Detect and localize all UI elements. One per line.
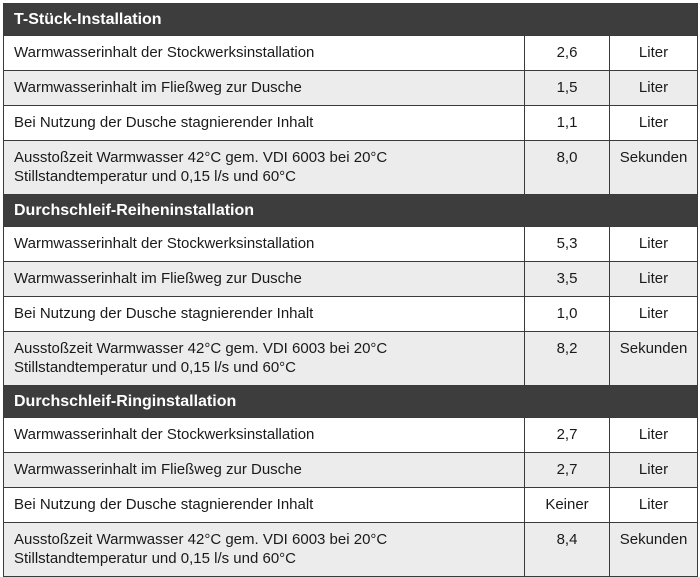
row-label: Warmwasserinhalt der Stockwerksinstallation <box>4 418 525 453</box>
row-unit: Liter <box>610 106 698 141</box>
section-header-ringinstallation <box>4 386 698 418</box>
row-unit: Liter <box>610 262 698 297</box>
table-row <box>4 523 698 577</box>
table-row <box>4 332 698 386</box>
row-value: Keiner <box>525 488 610 523</box>
row-unit: Sekunden <box>610 332 698 386</box>
row-value: 1,1 <box>525 106 610 141</box>
row-label: Bei Nutzung der Dusche stagnierender Inhalt <box>4 297 525 332</box>
row-label: Warmwasserinhalt der Stockwerksinstallation <box>4 36 525 71</box>
row-value: 2,7 <box>525 418 610 453</box>
row-value: 2,6 <box>525 36 610 71</box>
table-row <box>4 141 698 195</box>
row-unit: Liter <box>610 227 698 262</box>
row-label: Ausstoßzeit Warmwasser 42°C gem. VDI 6003 bei 20°C Stillstandtemperatur und 0,15 l/s und 60°C <box>4 141 525 195</box>
row-unit: Liter <box>610 36 698 71</box>
table-row <box>4 488 698 523</box>
row-label: Warmwasserinhalt im Fließweg zur Dusche <box>4 71 525 106</box>
section-title: T-Stück-Installation <box>4 4 698 36</box>
section-title: Durchschleif-Ringinstallation <box>4 386 698 418</box>
row-value: 8,4 <box>525 523 610 577</box>
row-label: Bei Nutzung der Dusche stagnierender Inhalt <box>4 488 525 523</box>
table-row <box>4 227 698 262</box>
row-label: Warmwasserinhalt der Stockwerksinstallation <box>4 227 525 262</box>
row-value: 8,2 <box>525 332 610 386</box>
row-unit: Liter <box>610 453 698 488</box>
row-label: Warmwasserinhalt im Fließweg zur Dusche <box>4 262 525 297</box>
row-label: Ausstoßzeit Warmwasser 42°C gem. VDI 6003 bei 20°C Stillstandtemperatur und 0,15 l/s und 60°C <box>4 523 525 577</box>
row-label: Warmwasserinhalt im Fließweg zur Dusche <box>4 453 525 488</box>
table-row <box>4 297 698 332</box>
table-row <box>4 418 698 453</box>
installation-comparison-table <box>3 3 698 577</box>
row-value: 1,5 <box>525 71 610 106</box>
table-row <box>4 36 698 71</box>
section-title: Durchschleif-Reiheninstallation <box>4 195 698 227</box>
row-value: 5,3 <box>525 227 610 262</box>
row-value: 3,5 <box>525 262 610 297</box>
row-unit: Liter <box>610 488 698 523</box>
section-header-t-stueck <box>4 4 698 36</box>
row-unit: Liter <box>610 297 698 332</box>
table-row <box>4 71 698 106</box>
row-value: 8,0 <box>525 141 610 195</box>
row-value: 1,0 <box>525 297 610 332</box>
table-row <box>4 453 698 488</box>
row-unit: Sekunden <box>610 141 698 195</box>
table-row <box>4 262 698 297</box>
row-label: Bei Nutzung der Dusche stagnierender Inhalt <box>4 106 525 141</box>
section-header-reiheninstallation <box>4 195 698 227</box>
table-row <box>4 106 698 141</box>
row-unit: Sekunden <box>610 523 698 577</box>
row-label: Ausstoßzeit Warmwasser 42°C gem. VDI 6003 bei 20°C Stillstandtemperatur und 0,15 l/s und 60°C <box>4 332 525 386</box>
row-value: 2,7 <box>525 453 610 488</box>
row-unit: Liter <box>610 71 698 106</box>
row-unit: Liter <box>610 418 698 453</box>
